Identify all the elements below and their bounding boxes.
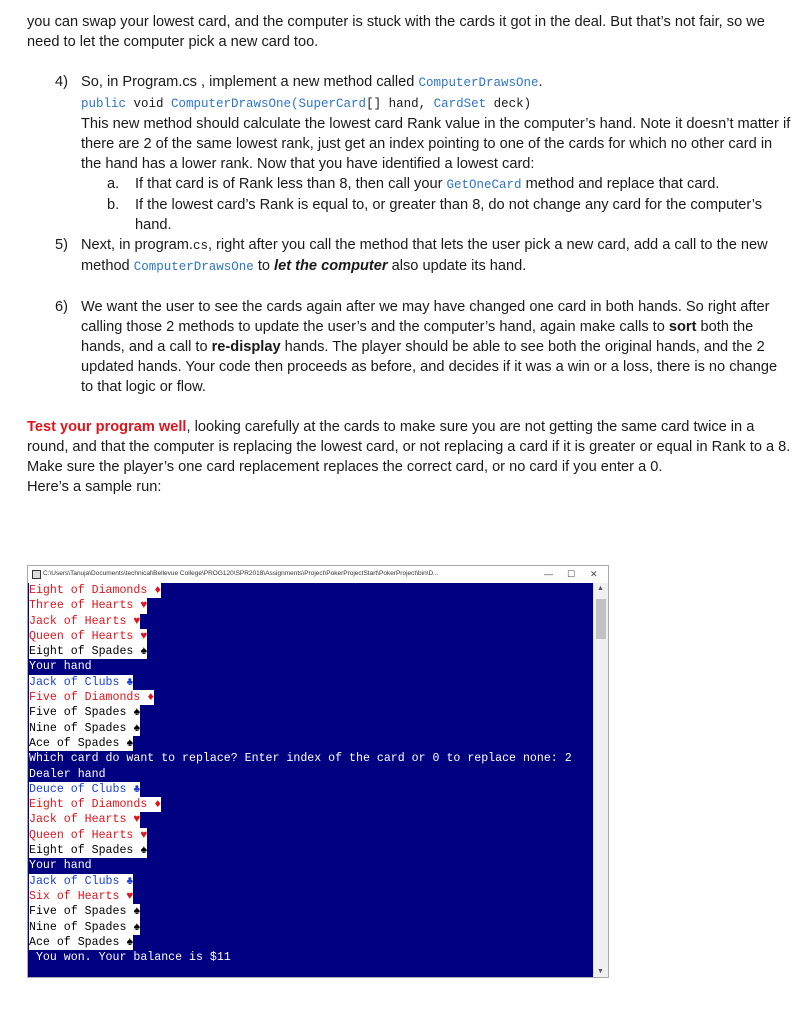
console-line	[28, 721, 593, 736]
console-line-text: Queen of Hearts ♥	[29, 828, 148, 842]
console-line-text: Eight of Diamonds ♦	[29, 584, 162, 597]
console-scrollbar[interactable]	[593, 583, 608, 977]
step-4a-text: If that card is of Rank less than 8, then call your	[135, 176, 447, 192]
step-6	[27, 297, 792, 397]
console-line	[28, 675, 593, 690]
step-6-redisplay: re-display	[211, 339, 281, 355]
minimize-button[interactable]: —	[544, 569, 553, 579]
console-line-text: You won. Your balance is $11	[29, 951, 231, 965]
console-line	[28, 797, 593, 812]
step-5-text3: to	[253, 258, 275, 274]
console-line	[28, 598, 593, 613]
scroll-down-icon[interactable]: ▼	[597, 968, 604, 975]
step-6-number: 6)	[55, 299, 68, 315]
console-line-text: Jack of Hearts ♥	[29, 614, 141, 628]
step-4a	[27, 174, 792, 195]
console-line-text: Nine of Spades ♠	[29, 721, 141, 735]
console-output	[28, 583, 593, 977]
console-line-text: Your hand	[29, 660, 92, 674]
step-5-text2: , right after you call the method that lets the user pick a new card, add a call to the new method	[81, 237, 768, 274]
console-line-text: Six of Hearts ♥	[29, 889, 134, 903]
step-4-period: .	[538, 74, 543, 90]
step-4-line1	[81, 72, 792, 93]
console-line	[28, 659, 593, 674]
console-line-text: Which card do want to replace? Enter index of the card or 0 to replace none: 2	[29, 752, 572, 766]
step-4a-letter: a.	[107, 176, 120, 192]
step-6-text2: both the hands, and a call to	[81, 319, 754, 355]
console-app-icon	[32, 570, 41, 579]
console-line-text: Dealer hand	[29, 767, 106, 781]
console-line	[28, 843, 593, 858]
console-line	[28, 782, 593, 797]
console-line	[28, 751, 593, 766]
keyword-public: public	[81, 97, 127, 111]
console-line	[28, 935, 593, 950]
console-line-text: Eight of Spades ♠	[29, 844, 148, 858]
step-4b-letter: b.	[107, 197, 120, 213]
console-line-text: Eight of Diamonds ♦	[29, 798, 162, 812]
console-line	[28, 828, 593, 843]
document-body	[27, 12, 792, 497]
scroll-thumb[interactable]	[596, 599, 606, 639]
test-heading: Test your program well	[27, 419, 187, 435]
method-name: ComputerDrawsOne	[418, 76, 539, 90]
signature-params: [] hand,	[366, 97, 434, 111]
console-line	[28, 583, 593, 598]
step-5	[27, 235, 792, 277]
scroll-up-icon[interactable]: ▲	[597, 585, 604, 592]
console-line-text: Queen of Hearts ♥	[29, 629, 148, 643]
step-5-number: 5)	[55, 237, 68, 253]
console-titlebar	[28, 566, 608, 582]
console-line	[28, 767, 593, 782]
step-5-mono: cs	[192, 239, 208, 253]
console-line-text: Jack of Clubs ♣	[29, 675, 134, 689]
console-line-text: Jack of Clubs ♣	[29, 874, 134, 888]
signature-end: deck)	[486, 97, 532, 111]
test-text: , looking carefully at the cards to make sure you are not getting the same card twice in a round, and that the computer is replacing the lowest card, or not replacing a card if it is greater or equal in Rank to a 8. Make sure the player’s one card replacement replaces the correct card, or no card if you enter a 0.	[27, 419, 791, 475]
console-line-text: Your hand	[29, 859, 92, 873]
console-line-text: Five of Diamonds ♦	[29, 691, 155, 705]
step-4a-text-end: method and replace that card.	[521, 176, 720, 192]
console-line	[28, 904, 593, 919]
console-line-text: Jack of Hearts ♥	[29, 813, 141, 827]
step-4-number: 4)	[55, 74, 68, 90]
step-4	[27, 72, 792, 174]
console-line	[28, 690, 593, 705]
step-4-text: So, in Program.cs , implement a new method called	[81, 74, 419, 90]
console-line-text: Deuce of Clubs ♣	[29, 782, 141, 796]
signature-cardset: CardSet	[433, 97, 487, 111]
console-line	[28, 629, 593, 644]
console-line-text: Five of Spades ♠	[29, 905, 141, 919]
console-title: C:\Users\Tanuja\Documents\technical\Bellevue College\PROG120\SPR2018\Assignments\Project\PokerProjectStart\PokerProject\bin\D...	[43, 570, 439, 577]
method-signature	[81, 93, 792, 114]
console-line-text: Ace of Spades ♠	[29, 736, 134, 750]
getonecard-method: GetOneCard	[446, 178, 522, 192]
console-line-text: Five of Spades ♠	[29, 706, 141, 720]
intro-paragraph: you can swap your lowest card, and the computer is stuck with the cards it got in the deal. But that’s not fair, so we need to let the computer pick a new card too.	[27, 14, 765, 50]
test-paragraph	[27, 417, 792, 477]
keyword-void: void	[126, 97, 172, 111]
step-6-sort: sort	[668, 319, 697, 335]
console-line	[28, 812, 593, 827]
console-line	[28, 920, 593, 935]
console-line-text: Ace of Spades ♠	[29, 935, 134, 949]
console-line	[28, 950, 593, 965]
step-6-text: We want the user to see the cards again after we may have changed one card in both hands. So right after calling those 2 methods to update the user’s and the computer’s hand, again make calls to	[81, 299, 770, 335]
step-5-text: Next, in program.	[81, 237, 193, 253]
console-line	[28, 736, 593, 751]
step-5-emphasis: let the computer	[274, 258, 388, 274]
step-5-text4: also update its hand.	[387, 258, 527, 274]
console-line-text: Eight of Spades ♠	[29, 645, 148, 659]
console-line	[28, 614, 593, 629]
console-line	[28, 874, 593, 889]
sample-run-label: Here’s a sample run:	[27, 479, 162, 495]
maximize-button[interactable]: ☐	[567, 569, 576, 579]
console-line-text: Nine of Spades ♠	[29, 920, 141, 934]
step-4b	[27, 195, 792, 235]
step-6-text3: hands. The player should be able to see both the original hands, and the 2 updated hands. Your code then proceeds as before, and decides if it was a win or a loss, there is no change to that logic or flow.	[81, 339, 778, 395]
console-line	[28, 889, 593, 904]
console-line	[28, 644, 593, 659]
close-button[interactable]: ✕	[590, 569, 598, 579]
console-window	[27, 565, 609, 978]
step-5-method: ComputerDrawsOne	[133, 260, 254, 274]
step-4b-text: If the lowest card’s Rank is equal to, or greater than 8, do not change any card for the computer’s hand.	[135, 197, 763, 233]
console-line	[28, 858, 593, 873]
console-line-text: Three of Hearts ♥	[29, 599, 148, 613]
step-4-body: This new method should calculate the lowest card Rank value in the computer’s hand. Note it doesn’t matter if there are 2 of the same lowest rank, just get an index pointing to one of the cards for which no other card in the hand has a lower rank. Now that you have identified a lowest card:	[81, 116, 791, 172]
console-line	[28, 705, 593, 720]
signature-name: ComputerDrawsOne(SuperCard	[171, 97, 367, 111]
